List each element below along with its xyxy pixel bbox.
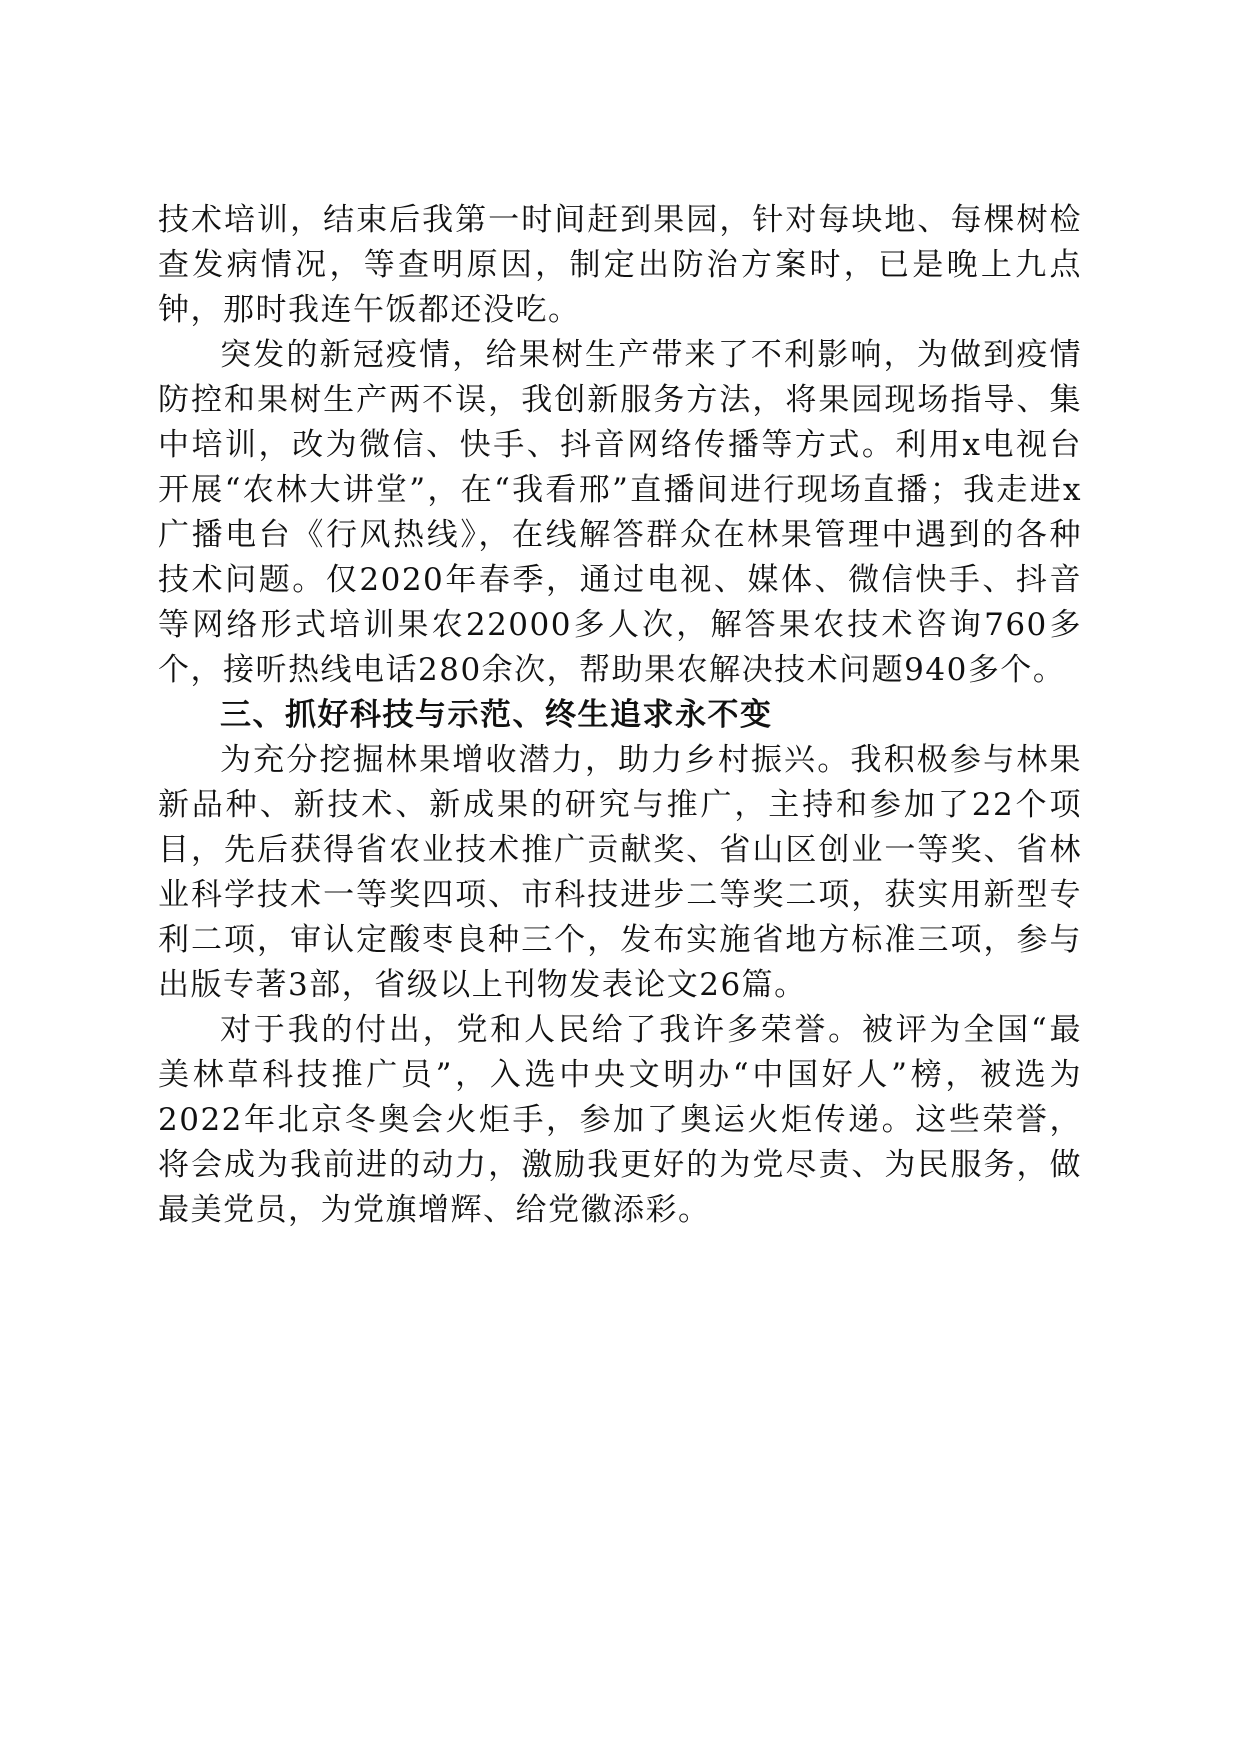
paragraph-honors: 对于我的付出，党和人民给了我许多荣誉。被评为全国“最美林草科技推广员”，入选中央文明办“中国好人”榜，被选为2022年北京冬奥会火炬手，参加了奥运火炬传递。这些荣誉，将会成为我前进的动力，激励我更好的为党尽责、为民服务，做最美党员，为党旗增辉、给党徽添彩。 [158,1012,1082,1228]
paragraph-training-continuation: 技术培训，结束后我第一时间赶到果园，针对每块地、每棵树检查发病情况，等查明原因，制定出防治方案时，已是晚上九点钟，那时我连午饭都还没吃。 [158,202,1082,328]
paragraph-epidemic-service: 突发的新冠疫情，给果树生产带来了不利影响，为做到疫情防控和果树生产两不误，我创新服务方法，将果园现场指导、集中培训，改为微信、快手、抖音网络传播等方式。利用x电视台开展“农林大讲堂”，在“我看邢”直播间进行现场直播；我走进x广播电台《行风热线》，在线解答群众在林果管理中遇到的各种技术问题。仅2020年春季，通过电视、媒体、微信快手、抖音等网络形式培训果农22000多人次，解答果农技术咨询760多个，接听热线电话280余次，帮助果农解决技术问题940多个。 [158,337,1082,688]
document-body [158,198,1082,1233]
paragraph-research-achievements: 为充分挖掘林果增收潜力，助力乡村振兴。我积极参与林果新品种、新技术、新成果的研究与推广，主持和参加了22个项目，先后获得省农业技术推广贡献奖、省山区创业一等奖、省林业科学技术一等奖四项、市科技进步二等奖二项，获实用新型专利二项，审认定酸枣良种三个，发布实施省地方标准三项，参与出版专著3部，省级以上刊物发表论文26篇。 [158,742,1082,1003]
section-heading-three: 三、抓好科技与示范、终生追求永不变 [220,697,773,733]
